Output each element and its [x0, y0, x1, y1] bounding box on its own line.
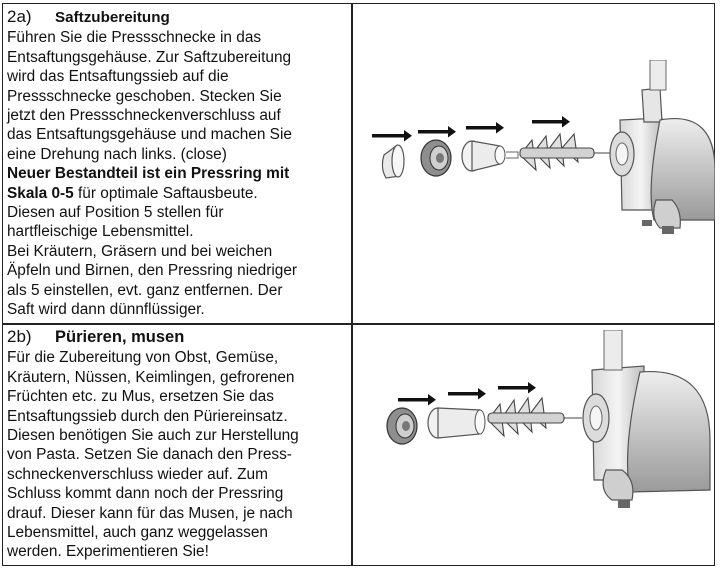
text-line: Bei Kräutern, Gräsern und bei weichen [7, 242, 273, 260]
press-ring-cone-icon [382, 145, 404, 178]
juicer-assembly-diagram [360, 60, 715, 260]
text-line: werden. Experimentieren Sie! [7, 543, 209, 561]
juicer-body-icon [610, 60, 715, 234]
section-2b-number: 2b) [7, 327, 32, 346]
text-line: Für die Zubereitung von Obst, Gemüse, [7, 349, 279, 367]
text-line: als 5 einstellen, evt. ganz entfernen. Der [7, 281, 283, 299]
juicing-screen-icon [462, 141, 518, 171]
row-divider [2, 323, 715, 325]
section-2b-text [7, 327, 349, 562]
text-line: drauf. Dieser kann für das Musen, je nach [7, 504, 293, 522]
bold-notice-line [7, 164, 349, 183]
text-line: wird das Entsaftungssieb auf die [7, 68, 229, 86]
section-2a-title: Saftzubereitung [55, 9, 170, 26]
text-line: jetzt den Pressschneckenverschluss auf [7, 107, 281, 125]
juicer-body-icon [583, 330, 710, 508]
text-line: hartfleischige Lebensmittel. [7, 223, 194, 241]
text-line: Entsaftungsgehäuse. Zur Saftzubereitung [7, 48, 292, 66]
text-line: das Entsaftungsgehäuse und machen Sie [7, 126, 292, 144]
text-line: Kräutern, Nüssen, Keimlingen, gefrorenen [7, 368, 295, 386]
text-line: Entsaftungssieb durch den Püriereinsatz. [7, 407, 288, 425]
text-line: Früchten etc. zu Mus, ersetzen Sie das [7, 388, 274, 406]
section-2b-heading [7, 327, 349, 347]
text-line: schneckenverschluss wieder auf. Zum [7, 465, 268, 483]
column-divider [351, 3, 353, 566]
text-line: Diesen benötigen Sie auch zur Herstellung [7, 427, 299, 445]
section-2a-heading [7, 7, 349, 27]
arrow-icon [372, 116, 570, 142]
scale-label: Skala 0-5 [7, 184, 74, 202]
text-line: Diesen auf Position 5 stellen für [7, 204, 224, 222]
text-line: Pressschnecke geschoben. Stecken Sie [7, 87, 282, 105]
screw-cap-icon [421, 140, 451, 176]
text-line: Schluss kommt dann noch der Pressring [7, 485, 284, 503]
auger-icon [488, 398, 582, 436]
text-line: Führen Sie die Pressschnecke in das [7, 29, 262, 47]
section-2b-title: Pürieren, musen [55, 328, 185, 346]
puree-assembly-diagram [360, 330, 715, 520]
scale-rest-text: für optimale Saftausbeute. [73, 184, 258, 202]
bold-notice-text: Neuer Bestandteil ist ein Pressring mit [7, 165, 290, 183]
arrow-icon [398, 382, 536, 406]
text-line: Äpfeln und Birnen, den Pressring niedriger [7, 262, 298, 280]
text-line: eine Drehung nach links. (close) [7, 145, 227, 163]
puree-insert-icon [428, 408, 485, 438]
text-line: Saft wird dann dünnflüssiger. [7, 301, 205, 319]
section-2a-number: 2a) [7, 7, 32, 26]
text-line: von Pasta. Setzen Sie danach den Press- [7, 446, 292, 464]
text-line: Lebensmittel, auch ganz weggelassen [7, 524, 268, 542]
auger-icon [520, 134, 612, 170]
scale-notice-line [7, 184, 349, 203]
screw-cap-icon [387, 408, 417, 444]
section-2a-text [7, 7, 349, 320]
